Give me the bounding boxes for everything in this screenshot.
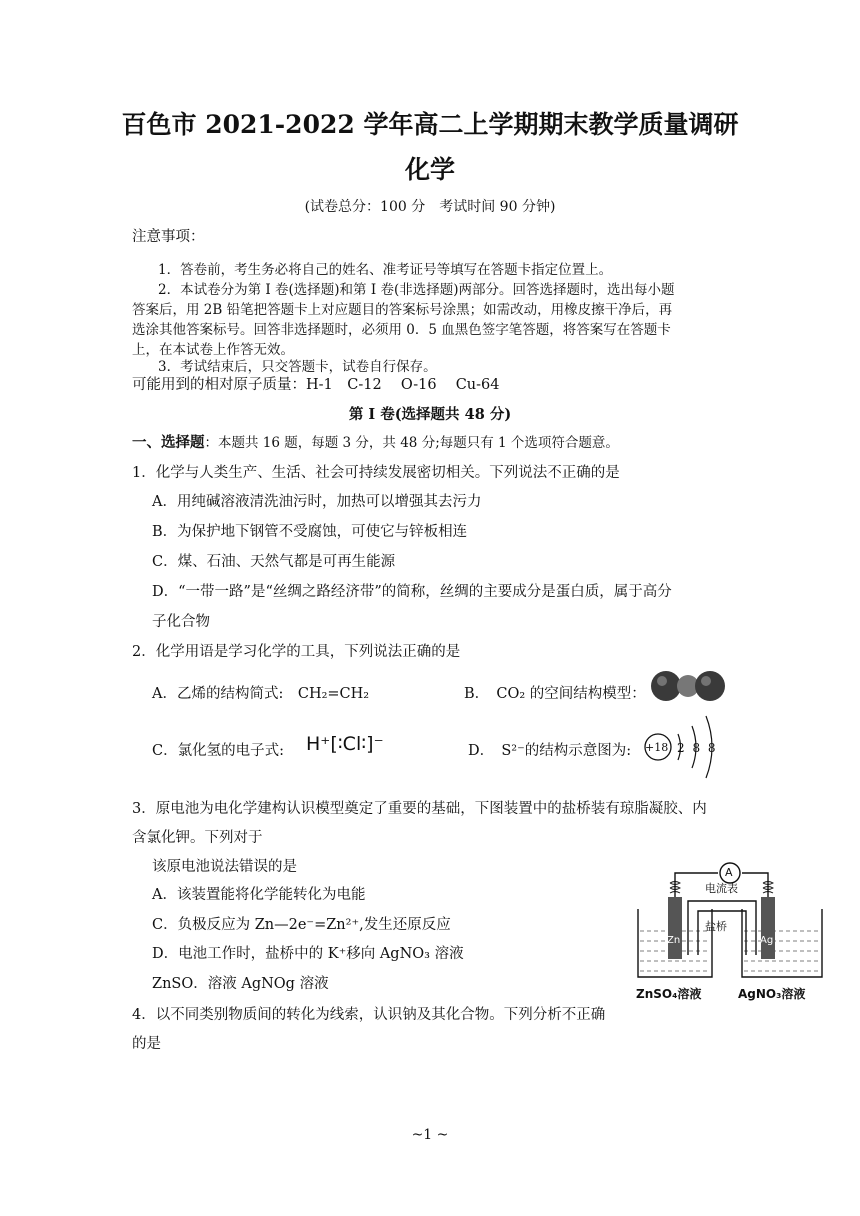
section-desc: ：本题共 16 题，每题 3 分，共 48 分;每题只有 1 个选项符合题意。 [204,435,619,451]
galvanic-cell-diagram [630,855,840,1005]
ammeter-symbol: A [725,866,733,879]
ammeter-label: 电流表 [705,882,738,895]
q2-stem: 2．化学用语是学习化学的工具，下列说法正确的是 [132,644,461,660]
page-title: 百色市 2021-2022 学年高二上学期期末教学质量调研 [121,110,739,139]
atomic-mass-line: 可能用到的相对原子质量：H-1 C-12 O-16 Cu-64 [132,377,500,393]
section-intro [132,431,619,452]
q3-stem: 3．原电池为电化学建构认识模型奠定了重要的基础，下图装置中的盐桥装有琼脂凝胶、内 [132,801,707,817]
q1-option-d-cont: 子化合物 [152,614,210,630]
notice-item: 答案后，用 2B 铅笔把答题卡上对应题目的答案标号涂黑；如需改动，用橡皮擦干净后，再 [132,302,673,318]
q2-option-a: A．乙烯的结构简式: CH₂=CH₂ [152,686,370,702]
q3-stem-cont: 含氯化钾。下列对于 [132,830,263,846]
zn-electrode-label: Zn [667,935,681,946]
hcl-electron-formula: H⁺[∶Cl∶]⁻ [306,733,384,755]
right-solution-label: AgNO₃溶液 [738,987,806,1001]
q1-option-d: D．“一带一路”是“丝绸之路经济带”的简称，丝绸的主要成分是蛋白质，属于高分 [152,584,672,600]
subject-title: 化学 [404,155,455,184]
notice-item: 3．考试结束后，只交答题卡，试卷自行保存。 [158,359,437,375]
notice-item: 选涂其他答案标号。回答非选择题时，必须用 0．5 血黑色签字笔答题，将答案写在答题卡 [132,322,671,338]
q2-option-c: C．氯化氢的电子式: [152,743,284,759]
s-nucleus-label: +18 [645,741,669,754]
left-solution-label: ZnSO₄溶液 [636,987,702,1001]
q3-extra-line: ZnSO．溶液 AgNOg 溶液 [152,976,329,992]
page-number: ~1 ~ [411,1127,449,1143]
q4-stem: 4．以不同类别物质间的转化为线索，认识钠及其化合物。下列分析不正确 [132,1007,606,1023]
notice-item: 上，在本试卷上作答无效。 [132,342,294,358]
q4-stem-cont: 的是 [132,1036,161,1052]
notice-heading: 注意事项： [132,229,205,245]
q2-option-b: B． CO₂ 的空间结构模型： [464,686,646,702]
q1-option-a: A．用纯碱溶液清洗油污时，加热可以增强其去污力 [152,494,482,510]
co2-model-image [648,668,728,704]
exam-info: (试卷总分：100 分 考试时间 90 分钟) [304,199,556,215]
q3-option-d: D．电池工作时，盐桥中的 K⁺移向 AgNO₃ 溶液 [152,946,464,962]
q1-stem: 1．化学与人类生产、生活、社会可持续发展密切相关。下列说法不正确的是 [132,465,620,481]
q2-option-d: D． S²⁻的结构示意图为: [468,743,632,759]
section-title: 第 I 卷(选择题共 48 分) [348,406,512,423]
q1-option-c: C．煤、石油、天然气都是可再生能源 [152,554,396,570]
q3-option-a: A．该装置能将化学能转化为电能 [152,887,366,903]
notice-item: 1．答卷前，考生务必将自己的姓名、准考证号等填写在答题卡指定位置上。 [158,262,613,278]
salt-bridge-label: 盐桥 [705,920,727,933]
q3-option-c: C．负极反应为 Zn—2e⁻=Zn²⁺,发生还原反应 [152,917,451,933]
notice-item: 2．本试卷分为第 I 卷(选择题)和第 I 卷(非选择题)两部分。回答选择题时，选出每小题 [158,282,675,298]
q1-option-b: B．为保护地下钢管不受腐蚀，可使它与锌板相连 [152,524,468,540]
s-shell-electrons: 2 8 8 [677,741,718,755]
ag-electrode-label: Ag [760,935,774,946]
section-label: 一、选择题 [132,434,205,451]
q3-stem-cont2: 该原电池说法错误的是 [152,859,297,875]
